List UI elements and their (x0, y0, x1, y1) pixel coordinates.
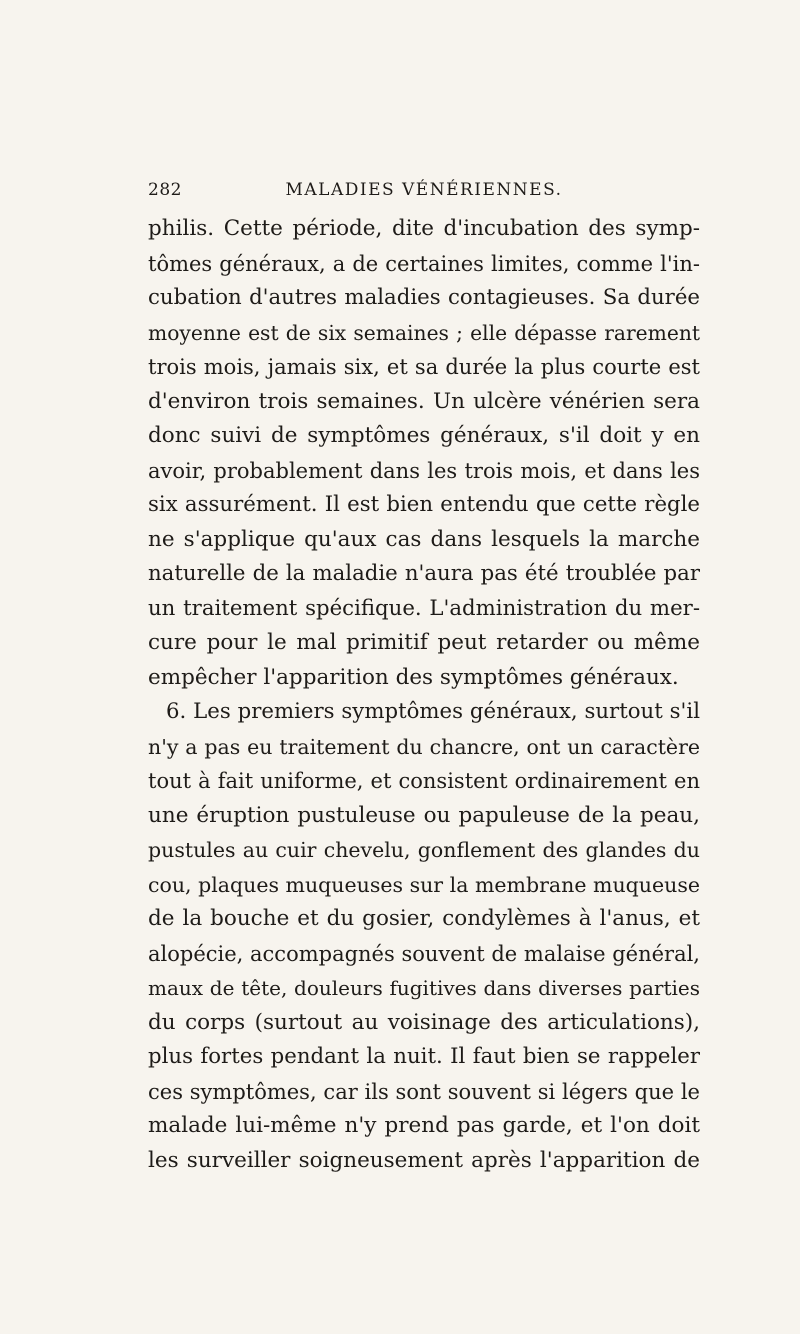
text-line: pustules au cuir chevelu, gonflement des glandes du (148, 838, 700, 862)
text-line: avoir, probablement dans les trois mois, et dans les (148, 458, 700, 483)
text-line: moyenne est de six semaines ; elle dépasse rarement (148, 320, 700, 345)
text-line: tômes généraux, a de certaines limites, comme l'in- (148, 251, 700, 276)
text-line: les surveiller soigneusement après l'apparition de (148, 1147, 700, 1173)
text-line: malade lui-même n'y prend pas garde, et l'on doit (148, 1113, 700, 1138)
text-line: empêcher l'apparition des symptômes généraux. (148, 664, 679, 690)
text-line: une éruption pustuleuse ou papuleuse de la peau, (148, 802, 700, 828)
text-line: d'environ trois semaines. Un ulcère vénérien sera (148, 388, 700, 414)
text-line: cubation d'autres maladies contagieuses. Sa durée (148, 285, 700, 310)
text-line: philis. Cette période, dite d'incubation des symp- (148, 216, 700, 241)
text-line: cure pour le mal primitif peut retarder ou même (148, 630, 700, 655)
running-head (148, 180, 700, 206)
text-line: un traitement spécifique. L'administration du mer- (148, 595, 700, 621)
page-number: 282 (148, 180, 182, 200)
text-line: n'y a pas eu traitement du chancre, ont un caractère (148, 734, 700, 759)
text-line: maux de tête, douleurs fugitives dans diverses parties (148, 976, 700, 1000)
text-line: ces symptômes, car ils sont souvent si légers que le (148, 1079, 700, 1104)
text-line: ne s'applique qu'aux cas dans lesquels la marche (148, 526, 700, 552)
text-line: six assurément. Il est bien entendu que cette règle (148, 492, 700, 517)
text-line: naturelle de la maladie n'aura pas été troublée par (148, 561, 700, 586)
text-line: plus fortes pendant la nuit. Il faut bien se rappeler (148, 1044, 700, 1069)
text-line: alopécie, accompagnés souvent de malaise général, (148, 941, 700, 966)
text-line: 6. Les premiers symptômes généraux, surtout s'il (166, 699, 700, 724)
text-line: du corps (surtout au voisinage des articulations), (148, 1009, 700, 1035)
text-line: de la bouche et du gosier, condylèmes à l'anus, et (148, 906, 700, 931)
chapter-title: MALADIES VÉNÉRIENNES. (285, 180, 563, 200)
text-line: donc suivi de symptômes généraux, s'il doit y en (148, 423, 700, 448)
text-line: tout à fait uniforme, et consistent ordinairement en (148, 769, 700, 793)
text-line: trois mois, jamais six, et sa durée la plus courte est (148, 355, 700, 379)
body-text (148, 212, 700, 1178)
text-line: cou, plaques muqueuses sur la membrane muqueuse (148, 872, 700, 897)
